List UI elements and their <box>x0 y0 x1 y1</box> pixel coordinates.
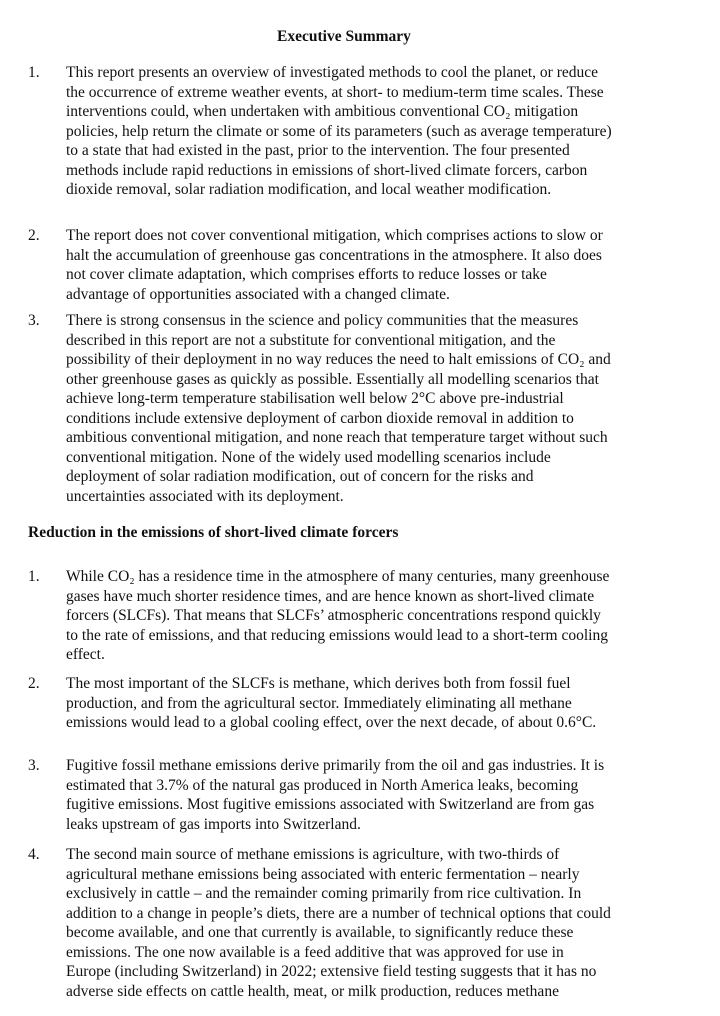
summary-item-1 <box>28 63 676 200</box>
text-line: policies, help return the climate or some of its parameters (such as average temperature) <box>66 122 612 140</box>
text-line: The most important of the SLCFs is methane, which derives both from fossil fuel <box>66 675 571 692</box>
summary-item-2 <box>28 226 676 304</box>
item-text <box>66 756 676 834</box>
text-line: achieve long-term temperature stabilisation well below 2°C above pre-industrial <box>66 390 564 407</box>
text-line: ambitious conventional mitigation, and none reach that temperature target without such <box>66 429 608 446</box>
slcf-item-4 <box>28 845 676 1001</box>
text-line: described in this report are not a substitute for conventional mitigation, and the <box>66 331 556 349</box>
text-line: adverse side effects on cattle health, meat, or milk production, reduces methane <box>66 982 559 1000</box>
text-line: While CO₂ has a residence time in the atmosphere of many centuries, many greenhouse <box>66 568 610 585</box>
text-line: exclusively in cattle – and the remainder coming primarily from rice cultivation. In <box>66 885 582 902</box>
text-line: addition to a change in people’s diets, there are a number of technical options that could <box>66 904 611 922</box>
section-heading: Reduction in the emissions of short-lived climate forcers <box>28 524 399 541</box>
text-line: advantage of opportunities associated with a changed climate. <box>66 285 450 303</box>
slcf-item-2 <box>28 674 676 733</box>
text-line: agricultural methane emissions being associated with enteric fermentation – nearly <box>66 865 580 883</box>
text-line: conditions include extensive deployment of carbon dioxide removal in addition to <box>66 409 574 427</box>
text-line: not cover climate adaptation, which comprises efforts to reduce losses or take <box>66 266 547 283</box>
text-line: other greenhouse gases as quickly as possible. Essentially all modelling scenarios that <box>66 370 599 388</box>
slcf-item-1 <box>28 567 676 665</box>
text-line: production, and from the agricultural sector. Immediately eliminating all methane <box>66 694 572 712</box>
text-line: interventions could, when undertaken with ambitious conventional CO₂ mitigation <box>66 103 579 120</box>
text-line: halt the accumulation of greenhouse gas concentrations in the atmosphere. It also does <box>66 246 602 264</box>
text-line: estimated that 3.7% of the natural gas produced in North America leaks, becoming <box>66 776 579 794</box>
item-number: 4. <box>28 846 40 863</box>
item-text <box>66 674 676 733</box>
item-text <box>66 845 676 1001</box>
text-line: leaks upstream of gas imports into Switzerland. <box>66 815 361 833</box>
text-line: fugitive emissions. Most fugitive emissions associated with Switzerland are from gas <box>66 796 595 813</box>
text-line: conventional mitigation. None of the widely used modelling scenarios include <box>66 448 551 466</box>
text-line: possibility of their deployment in no way reduces the need to halt emissions of CO₂ and <box>66 351 611 368</box>
text-line: to a state that had existed in the past, prior to the intervention. The four presented <box>66 142 570 159</box>
text-line: Europe (including Switzerland) in 2022; extensive field testing suggests that it has no <box>66 963 597 980</box>
text-line: to the rate of emissions, and that reducing emissions would lead to a short-term cooling <box>66 626 608 644</box>
item-text <box>66 63 676 200</box>
text-line: emissions. The one now available is a feed additive that was approved for use in <box>66 943 564 961</box>
text-line: effect. <box>66 646 105 663</box>
text-line: forcers (SLCFs). That means that SLCFs’ atmospheric concentrations respond quickly <box>66 607 601 624</box>
text-line: Fugitive fossil methane emissions derive primarily from the oil and gas industries. It is <box>66 757 605 774</box>
text-line: The report does not cover conventional mitigation, which comprises actions to slow or <box>66 227 603 244</box>
text-line: deployment of solar radiation modification, out of concern for the risks and <box>66 468 534 485</box>
text-line: This report presents an overview of investigated methods to cool the planet, or reduce <box>66 64 599 81</box>
slcf-item-3 <box>28 756 676 834</box>
text-line: gases have much shorter residence times, and are hence known as short-lived climate <box>66 587 595 605</box>
text-line: emissions would lead to a global cooling effect, over the next decade, of about 0.6°C. <box>66 714 597 731</box>
item-text <box>66 226 676 304</box>
summary-item-3 <box>28 311 676 506</box>
text-line: The second main source of methane emissions is agriculture, with two-thirds of <box>66 846 560 863</box>
page-title: Executive Summary <box>277 28 411 45</box>
item-number: 3. <box>28 757 40 774</box>
item-number: 2. <box>28 227 40 244</box>
item-text <box>66 567 676 665</box>
text-line: uncertainties associated with its deployment. <box>66 487 344 505</box>
text-line: There is strong consensus in the science and policy communities that the measures <box>66 312 579 329</box>
item-number: 1. <box>28 64 40 81</box>
text-line: become available, and one that currently is available, to significantly reduce these <box>66 924 574 941</box>
item-number: 2. <box>28 675 40 692</box>
item-text <box>66 311 676 506</box>
text-line: methods include rapid reductions in emissions of short-lived climate forcers, carbon <box>66 161 588 179</box>
text-line: dioxide removal, solar radiation modification, and local weather modification. <box>66 181 552 198</box>
item-number: 1. <box>28 568 40 585</box>
text-line: the occurrence of extreme weather events, at short- to medium-term time scales. These <box>66 83 604 101</box>
item-number: 3. <box>28 312 40 329</box>
